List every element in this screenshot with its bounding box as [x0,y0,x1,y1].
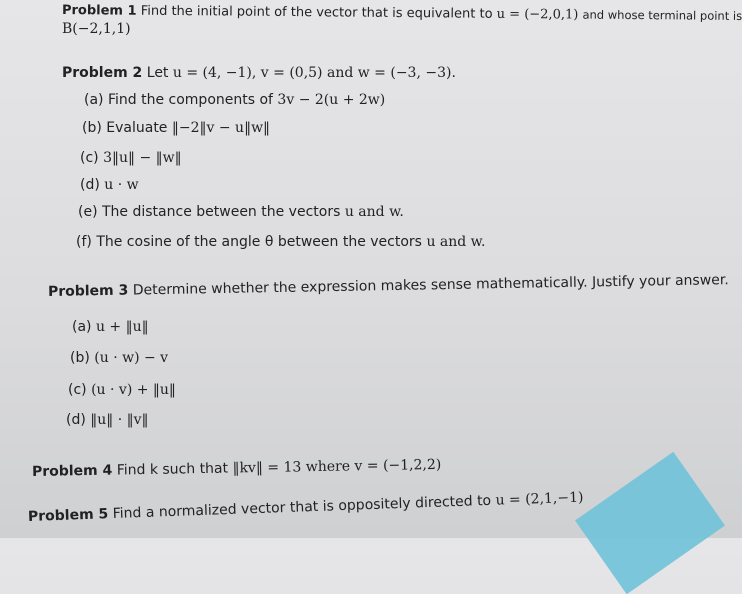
problem-4-line [32,456,442,481]
problem-1-label: Problem 1 [61,3,137,19]
problem-2-part-e [78,203,404,221]
problem-2-part-c [80,149,182,167]
problem-3-part-c [68,381,176,399]
problem-2-label: Problem 2 [62,65,143,81]
problem-5-label: Problem 5 [27,506,109,525]
corner-accent [575,452,725,594]
part-math: ‖u‖ · ‖v‖ [90,412,149,428]
part-letter: (c) [68,382,87,398]
problem-2-header [62,64,456,82]
problem-5-line [28,489,584,526]
part-math: u and w. [344,204,404,220]
problem-2-part-f [76,233,485,251]
part-letter: (b) [70,350,90,366]
problem-2-part-b [82,119,270,137]
problem-3-header [48,271,729,301]
problem-1-line-1 [62,1,742,26]
problem-1-u-expr: u = (−2,0,1) [496,6,579,23]
part-letter: (a) [84,92,104,108]
part-math: u · w [104,177,139,193]
part-math: u and w. [426,234,486,250]
problem-3-part-d [66,411,149,429]
part-letter: (d) [66,412,86,428]
problem-3-label: Problem 3 [47,282,129,300]
problem-4-label: Problem 4 [31,462,113,480]
part-math: 3‖u‖ − ‖w‖ [103,150,182,166]
problem-2-part-a [84,91,385,109]
part-text: The cosine of the angle θ between the vectors [96,234,422,250]
part-math: 3v − 2(u + 2w) [277,92,386,108]
problem-4-math: ‖kv‖ = 13 where v = (−1,2,2) [232,456,442,477]
part-math: u + ‖u‖ [95,319,149,335]
problem-2-part-d [80,176,139,194]
part-letter: (b) [82,120,102,136]
part-text: Evaluate [106,120,168,136]
problem-1-text: Find the initial point of the vector that is equivalent to [140,3,493,22]
part-letter: (a) [72,319,92,335]
part-letter: (d) [80,177,100,193]
problem-3-part-b [70,349,168,367]
part-text: Find the components of [107,92,273,108]
problem-1-point: B(−2,1,1) [62,21,131,37]
problem-4-text: Find k such that [116,460,229,479]
part-math: (u · v) + ‖u‖ [91,382,176,398]
part-letter: (c) [80,150,99,166]
part-letter: (e) [78,204,98,220]
problem-2-intro: Let [146,65,169,81]
problem-2-vectors: u = (4, −1), v = (0,5) and w = (−3, −3). [172,65,456,81]
part-math: ‖−2‖v − u‖w‖ [171,120,271,136]
problem-5-text: Find a normalized vector that is oppositely directed to [112,492,492,523]
problem-3-part-a [72,318,149,336]
problem-1-tail: and whose terminal point is [582,7,742,23]
part-text: The distance between the vectors [102,204,341,220]
part-math: (u · w) − v [94,350,169,366]
problem-3-text: Determine whether the expression makes sense mathematically. Justify your answer. [132,272,729,299]
problem-5-math: u = (2,1,−1) [495,489,584,509]
part-letter: (f) [76,234,92,250]
